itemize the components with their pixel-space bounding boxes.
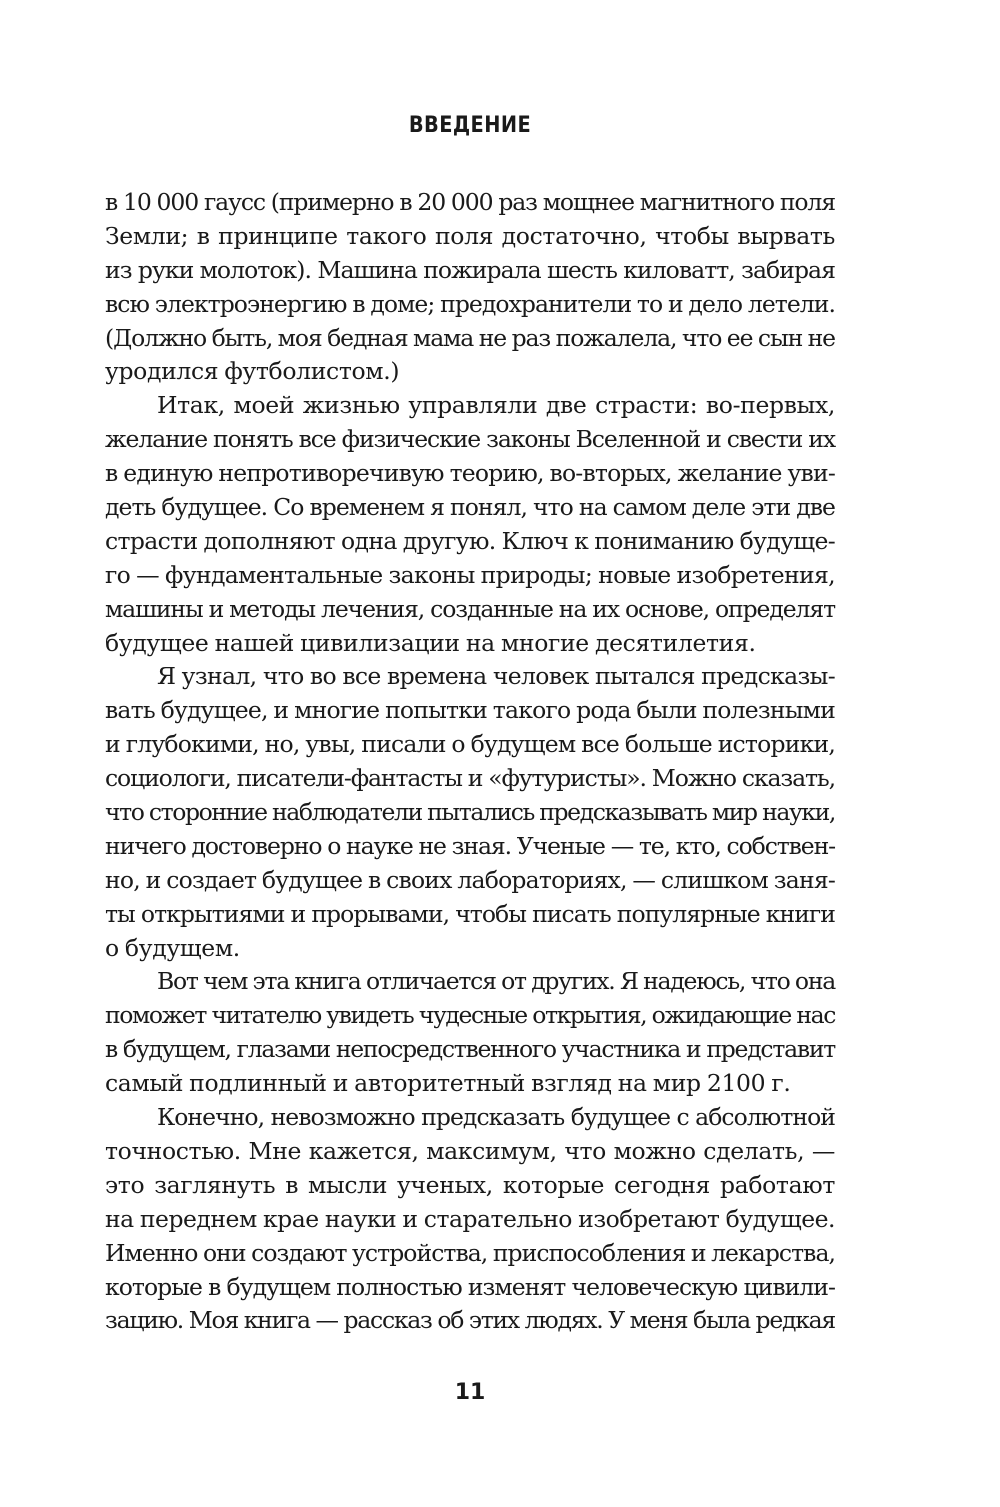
text-line: зацию. Моя книга — рассказ об этих людях. У меня была редкая [105, 1306, 835, 1335]
text-line: желание понять все физические законы Вселенной и свести их [105, 425, 835, 454]
text-line: на переднем крае науки и старательно изобретают будущее. [105, 1204, 835, 1233]
text-line: уродился футболистом.) [105, 357, 400, 386]
text-line: деть будущее. Со временем я понял, что на самом деле эти две [105, 493, 835, 522]
text-line: машины и методы лечения, созданные на их основе, определят [105, 594, 835, 623]
text-line: точностью. Мне кажется, максимум, что можно сделать, — [105, 1136, 835, 1165]
body-text [105, 186, 835, 1338]
running-head-title: ВВЕДЕНИЕ [408, 113, 532, 138]
text-line: Итак, моей жизнью управляли две страсти: во-первых, [157, 391, 835, 420]
text-line: которые в будущем полностью изменят человеческую цивили- [105, 1272, 835, 1301]
text-line: в будущем, глазами непосредственного участника и представит [105, 1035, 835, 1064]
text-line: в 10 000 гаусс (примерно в 20 000 раз мощнее магнитного поля [105, 188, 835, 216]
text-line: поможет читателю увидеть чудесные открытия, ожидающие нас [105, 1001, 835, 1030]
page-number: 11 [454, 1380, 486, 1405]
text-line: всю электроэнергию в доме; предохранители то и дело летели. [105, 289, 835, 318]
text-line: социологи, писатели-фантасты и «футуристы». Можно сказать, [105, 764, 835, 793]
text-line: но, и создает будущее в своих лабораториях, — слишком заня- [105, 865, 835, 894]
text-line: самый подлинный и авторитетный взгляд на мир 2100 г. [105, 1069, 791, 1098]
text-line: будущее нашей цивилизации на многие десятилетия. [105, 628, 756, 657]
text-line: Именно они создают устройства, приспособления и лекарства, [105, 1238, 836, 1267]
text-line: что сторонние наблюдатели пытались предсказывать мир науки, [105, 798, 835, 827]
text-line: го — фундаментальные законы природы; новые изобретения, [105, 560, 835, 589]
text-line: это заглянуть в мысли ученых, которые сегодня работают [105, 1170, 835, 1199]
text-line: в единую непротиворечивую теорию, во-вторых, желание уви- [105, 459, 835, 488]
text-line: вать будущее, и многие попытки такого рода были полезными [105, 696, 835, 725]
text-line: Земли; в принципе такого поля достаточно, чтобы вырвать [105, 221, 835, 250]
text-line: о будущем. [105, 933, 240, 962]
text-line: Вот чем эта книга отличается от других. Я надеюсь, что она [157, 967, 835, 996]
text-line: страсти дополняют одна другую. Ключ к пониманию будуще- [105, 526, 835, 555]
text-line: (Должно быть, моя бедная мама не раз пожалела, что ее сын не [105, 323, 835, 352]
text-line: из руки молоток). Машина пожирала шесть киловатт, забирая [105, 255, 835, 284]
text-line: Я узнал, что во все времена человек пытался предсказы- [157, 662, 835, 691]
text-line: ты открытиями и прорывами, чтобы писать популярные книги [105, 899, 835, 928]
text-line: Конечно, невозможно предсказать будущее с абсолютной [157, 1103, 835, 1132]
text-line: ничего достоверно о науке не зная. Ученые — те, кто, собствен- [105, 831, 835, 860]
text-line: и глубокими, но, увы, писали о будущем все больше историки, [105, 730, 835, 759]
